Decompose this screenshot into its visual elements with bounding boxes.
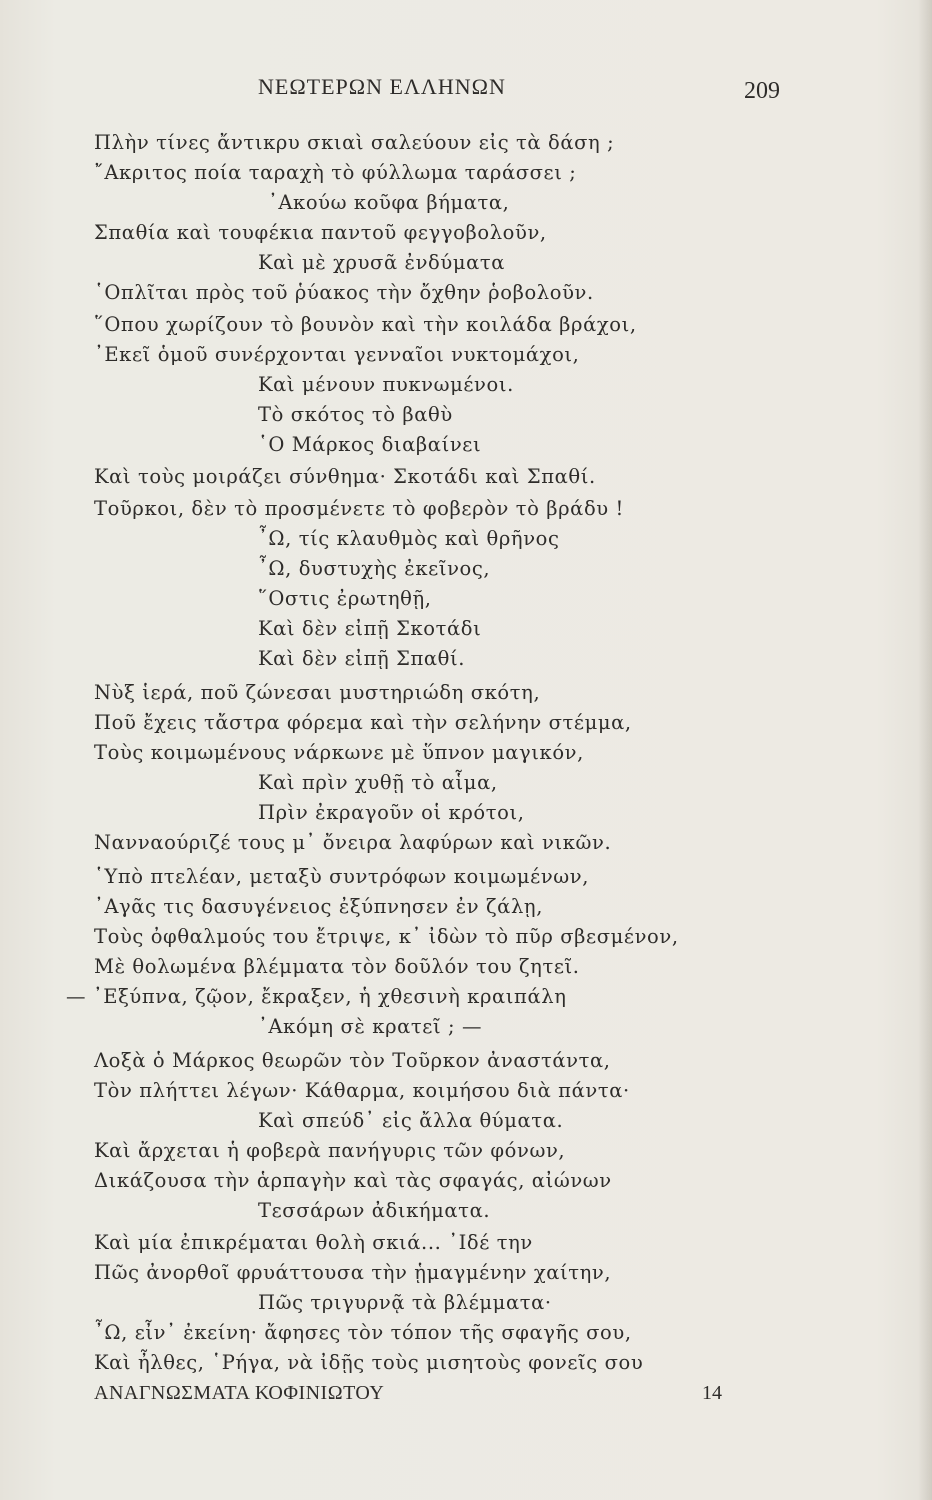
verse-line: Καὶ μὲ χρυσᾶ ἐνδύματα — [258, 251, 506, 274]
verse-line: ῞Οστις ἐρωτηθῇ, — [258, 587, 432, 610]
page-header — [0, 74, 932, 110]
verse-line: Πῶς τριγυρνᾷ τὰ βλέμματα· — [258, 1291, 552, 1314]
verse-line: Νὺξ ἱερά, ποῦ ζώνεσαι μυστηριώδη σκότη, — [94, 681, 541, 704]
page-number: 209 — [744, 78, 780, 104]
verse-line: Πῶς ἀνορθοῖ φρυάττουσα τὴν ᾑμαγμένην χαίτην, — [94, 1261, 612, 1284]
verse-line: ῏Ω, δυστυχὴς ἐκεῖνος, — [258, 557, 491, 580]
verse-line: Τὸν πλήττει λέγων· Κάθαρμα, κοιμήσου διὰ πάντα· — [94, 1079, 630, 1102]
verse-line: ῞Οπου χωρίζουν τὸ βουνὸν καὶ τὴν κοιλάδα βράχοι, — [94, 313, 637, 336]
verse-line: Καὶ ἦλθες, ῾Ρήγα, νὰ ἰδῇς τοὺς μισητοὺς φονεῖς σου — [94, 1351, 644, 1374]
verse-line: Πλὴν τίνες ἄντικρυ σκιαὶ σαλεύουν εἰς τὰ δάση ; — [94, 131, 615, 154]
verse-line: Τεσσάρων ἀδικήματα. — [258, 1199, 491, 1222]
verse-line: Τοῦρκοι, δὲν τὸ προσμένετε τὸ φοβερὸν τὸ βράδυ ! — [94, 497, 624, 520]
verse-line: ᾽Ακούω κοῦφα βήματα, — [268, 191, 510, 214]
verse-line: Ποῦ ἔχεις τἄστρα φόρεμα καὶ τὴν σελήνην στέμμα, — [94, 711, 632, 734]
verse-line: ῏Ω, εἶν᾽ ἐκείνη· ἄφησες τὸν τόπον τῆς σφαγῆς σου, — [94, 1321, 632, 1344]
verse-line: Τοὺς κοιμωμένους νάρκωνε μὲ ὕπνον μαγικόν, — [94, 741, 584, 764]
verse-line: Καὶ πρὶν χυθῇ τὸ αἷμα, — [258, 771, 498, 794]
verse-line: Σπαθία καὶ τουφέκια παντοῦ φεγγοβολοῦν, — [94, 221, 547, 244]
verse-line: ῾Ο Μάρκος διαβαίνει — [258, 433, 482, 456]
verse-line: Καὶ δὲν εἰπῇ Σπαθί. — [258, 647, 466, 670]
verse-line: Δικάζουσα τὴν ἁρπαγὴν καὶ τὰς σφαγάς, αἰώνων — [94, 1169, 612, 1192]
verse-line: Καὶ σπεύδ᾽ εἰς ἄλλα θύματα. — [258, 1109, 564, 1132]
verse-line: Καὶ μία ἐπικρέμαται θολὴ σκιά... ᾽Ιδέ την — [94, 1231, 533, 1254]
verse-line: ῎Ακριτος ποία ταραχὴ τὸ φύλλωμα ταράσσει ; — [94, 161, 577, 184]
verse-line: Τοὺς ὀφθαλμούς του ἔτριψε, κ᾽ ἰδὼν τὸ πῦρ σβεσμένον, — [94, 925, 679, 948]
verse-line: — ᾽Εξύπνα, ζῷον, ἔκραξεν, ἡ χθεσινὴ κραιπάλη — [66, 985, 567, 1008]
verse-line: ῾Οπλῖται πρὸς τοῦ ῥύακος τὴν ὄχθην ῥοβολοῦν. — [94, 281, 594, 304]
verse-line: ᾽Εκεῖ ὁμοῦ συνέρχονται γενναῖοι νυκτομάχοι, — [94, 343, 580, 366]
verse-line: Τὸ σκότος τὸ βαθὺ — [258, 403, 453, 426]
verse-line: Λοξὰ ὁ Μάρκος θεωρῶν τὸν Τοῦρκον ἀναστάντα, — [94, 1049, 611, 1072]
verse-line: ᾽Αγᾶς τις δασυγένειος ἐξύπνησεν ἐν ζάλῃ, — [94, 895, 543, 918]
page-edge-shadow — [918, 0, 932, 1500]
verse-line: Καὶ τοὺς μοιράζει σύνθημα· Σκοτάδι καὶ Σπαθί. — [94, 465, 596, 488]
verse-line: ῾Υπὸ πτελέαν, μεταξὺ συντρόφων κοιμωμένων, — [94, 865, 590, 888]
verse-line: Καὶ ἄρχεται ἡ φοβερὰ πανήγυρις τῶν φόνων, — [94, 1139, 566, 1162]
verse-line: Μὲ θολωμένα βλέμματα τὸν δοῦλόν του ζητεῖ. — [94, 955, 580, 978]
printer-signature: ΑΝΑΓΝΩΣΜΑΤΑ ΚΟΦΙΝΙΩΤΟΥ — [94, 1382, 385, 1404]
running-title: ΝΕΩΤΕΡΩΝ ΕΛΛΗΝΩΝ — [258, 74, 506, 99]
verse-line: Καὶ μένουν πυκνωμένοι. — [258, 373, 514, 396]
verse-line: ᾽Ακόμη σὲ κρατεῖ ; — — [258, 1015, 483, 1038]
verse-line: Καὶ δὲν εἰπῇ Σκοτάδι — [258, 617, 482, 640]
sheet-number: 14 — [702, 1382, 722, 1404]
verse-line: Νανναούριζέ τους μ᾽ ὄνειρα λαφύρων καὶ νικῶν. — [94, 831, 612, 854]
verse-line: Πρὶν ἐκραγοῦν οἱ κρότοι, — [258, 801, 525, 824]
verse-line: ῏Ω, τίς κλαυθμὸς καὶ θρῆνος — [258, 527, 560, 550]
page-footer — [0, 1382, 932, 1412]
